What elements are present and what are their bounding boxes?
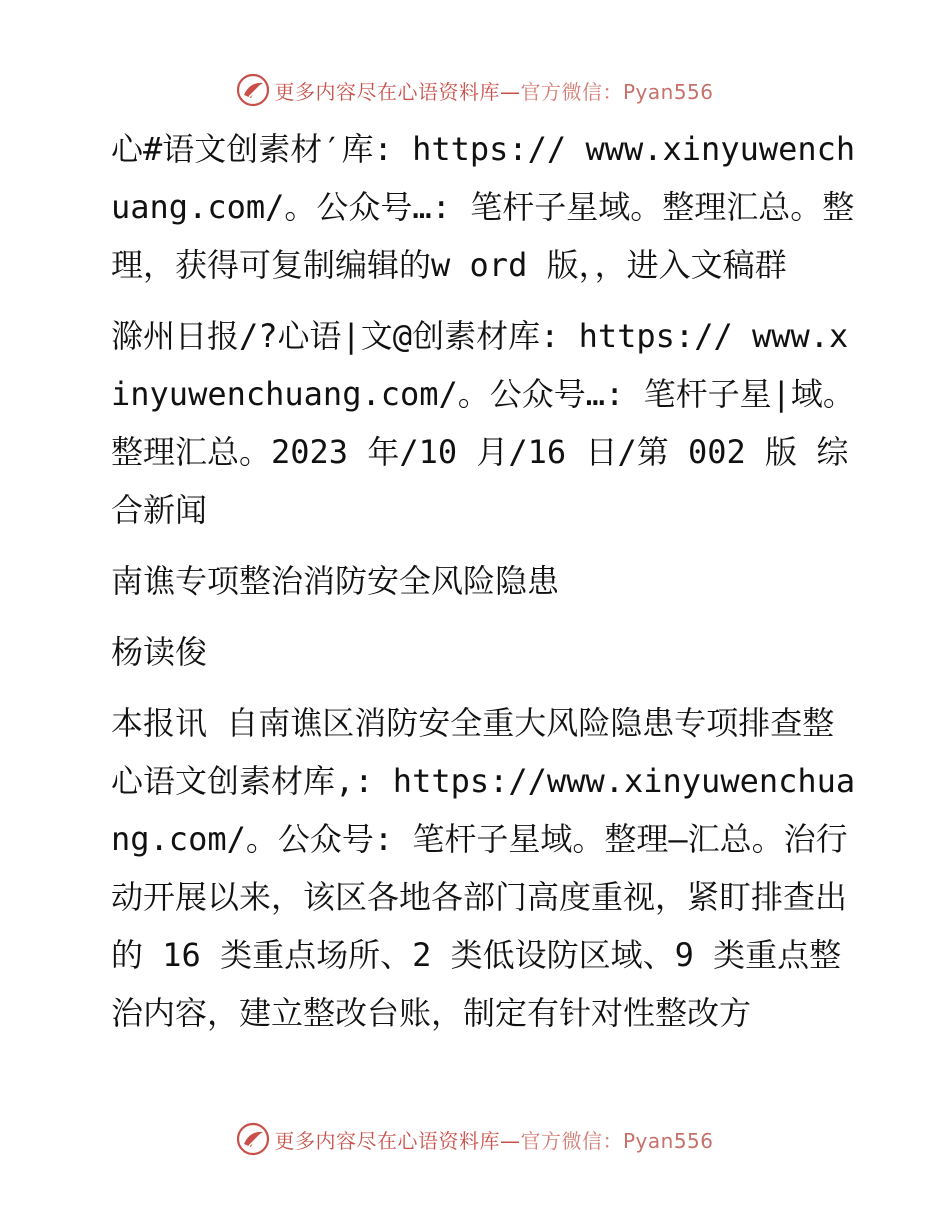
article-body: 本报讯 自南谯区消防安全重大风险隐患专项排查整心语文创素材库,: https://www.xinyuwenchuang.com/。公众号: 笔杆子星域。整理—汇总。治行动开展以来，该区各地各部门高度重视，紧盯排查出的 16 类重点场所、2 类低设防区域、9 类重点整治内容，建立整改台账，制定有针对性整改方 [111,704,856,1032]
banner-text [274,76,713,105]
banner-dash: — [499,79,521,104]
article-title: 南谯专项整治消防安全风险隐患 [111,562,560,600]
article-author: 杨读俊 [111,633,208,671]
paragraph-source-note: 心#语文创素材′库: https:// www.xinyuwenchuang.com/。公众号…: 笔杆子星域。整理汇总。整理，获得可复制编辑的w ord 版，，进入文稿群 [111,130,856,284]
banner-wechat-label: 官方微信： [520,1128,623,1153]
document-body [97,120,857,1055]
banner-wechat-label: 官方微信： [520,79,623,104]
banner-main-text: 更多内容尽在心语资料库 [274,1128,500,1153]
paragraph-newspaper-info: 滁州日报/?心语|文@创素材库: https:// www.xinyuwenchuang.com/。公众号…: 笔杆子星|域。整理汇总。2023 年/10 月/16 日/第 002 版 综合新闻 [111,317,855,529]
banner-text [274,1125,713,1154]
banner-account: Pyan556 [622,79,714,104]
footer-banner [0,1122,950,1156]
banner-account: Pyan556 [622,1128,714,1153]
banner-main-text: 更多内容尽在心语资料库 [274,79,500,104]
brand-logo-icon [236,1122,270,1156]
banner-dash: — [499,1128,521,1153]
brand-logo-icon [236,73,270,107]
header-banner [0,73,950,107]
